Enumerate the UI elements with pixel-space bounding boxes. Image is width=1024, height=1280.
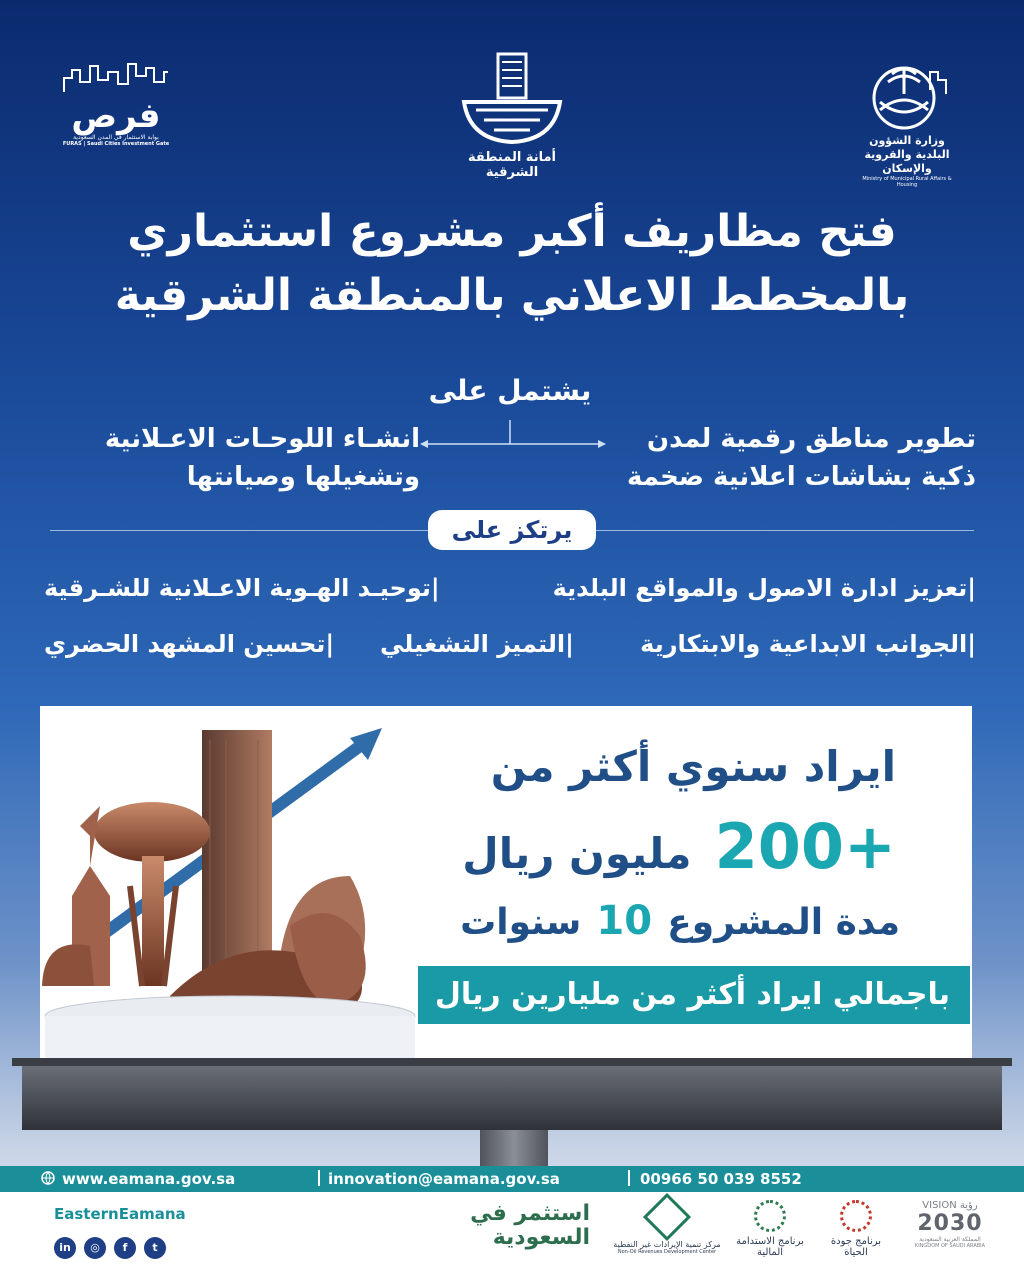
includes-label: يشتمل على bbox=[428, 374, 592, 407]
ministry-name-ar: وزارة الشؤون البلدية والقروية والإسكان bbox=[864, 134, 950, 175]
invest-line-2: السعودية bbox=[492, 1225, 590, 1250]
fiscal-sustainability-logo bbox=[732, 1200, 808, 1258]
focus-item-5: |تحسين المشهد الحضري bbox=[44, 630, 335, 658]
annual-revenue-text: ايراد سنوي أكثر من bbox=[490, 742, 896, 791]
amana-logo bbox=[450, 50, 574, 180]
website-link[interactable]: www.eamana.gov.sa bbox=[62, 1170, 236, 1188]
partner-1-en: Non-Oil Revenues Development Center bbox=[617, 1249, 717, 1255]
social-handle[interactable]: EasternEamana bbox=[54, 1205, 186, 1223]
partner-1-ar: مركز تنمية الإيرادات غير النفطية bbox=[613, 1240, 721, 1249]
vision-country-ar: المملكة العربية السعودية bbox=[919, 1236, 981, 1243]
ministry-logo bbox=[852, 50, 962, 188]
vision-country-en: KINGDOM OF SAUDI ARABIA bbox=[914, 1243, 986, 1249]
focus-item-3: |الجوانب الابداعية والابتكارية bbox=[640, 630, 976, 658]
contact-separator-1 bbox=[318, 1170, 320, 1186]
includes-right-line-1: تطوير مناطق رقمية لمدن bbox=[646, 424, 976, 454]
instagram-icon[interactable]: ◎ bbox=[84, 1237, 106, 1259]
duration-prefix: مدة المشروع bbox=[667, 902, 900, 943]
focus-item-4: |التميز التشغيلي bbox=[380, 630, 574, 658]
focus-item-1: |تعزيز ادارة الاصول والمواقع البلدية bbox=[552, 574, 976, 602]
focus-item-2: |توحيـد الهـوية الاعـلانية للشـرقية bbox=[44, 574, 440, 602]
partner-3-line-1: برنامج جودة bbox=[830, 1236, 882, 1247]
city-skyline-icon bbox=[60, 58, 172, 94]
furas-tagline-ar: بوابة الاستثمار في المدن السعودية bbox=[73, 134, 159, 141]
contact-separator-2 bbox=[628, 1170, 630, 1186]
includes-right-line-2: ذكية بشاشات اعلانية ضخمة bbox=[626, 462, 976, 492]
facebook-icon[interactable]: f bbox=[114, 1237, 136, 1259]
includes-left-text bbox=[40, 420, 420, 496]
email-link[interactable]: innovation@eamana.gov.sa bbox=[328, 1170, 560, 1188]
city-landmarks-illustration bbox=[30, 716, 420, 1066]
quality-of-life-logo bbox=[818, 1200, 894, 1258]
double-arrow-connector bbox=[418, 416, 608, 452]
furas-tagline-en: FURAS | Saudi Cities Investment Gate bbox=[62, 141, 170, 147]
furas-logo bbox=[60, 58, 172, 158]
duration-suffix: سنوات bbox=[460, 902, 582, 943]
revenue-amount: +200 bbox=[714, 810, 896, 883]
phone-number[interactable]: 00966 50 039 8552 bbox=[640, 1170, 802, 1188]
quality-emblem-icon bbox=[840, 1200, 872, 1232]
billboard-pole bbox=[480, 1130, 548, 1166]
focus-label: يرتكز على bbox=[428, 510, 596, 550]
billboard-walkway bbox=[12, 1058, 1012, 1066]
invest-saudi-logo bbox=[450, 1202, 590, 1250]
duration-row bbox=[460, 898, 900, 944]
globe-icon bbox=[40, 1170, 56, 1186]
vision-2030-logo bbox=[904, 1200, 996, 1249]
total-revenue-banner: باجمالي ايراد أكثر من مليارين ريال bbox=[418, 966, 970, 1024]
palm-swords-icon bbox=[852, 50, 962, 130]
amana-name: أمانة المنطقة الشرقية bbox=[468, 150, 556, 180]
invest-line-1: استثمر في bbox=[470, 1201, 590, 1226]
duration-value: 10 bbox=[596, 898, 653, 944]
twitter-icon[interactable]: t bbox=[144, 1237, 166, 1259]
partner-2-line-2: المالية bbox=[756, 1247, 784, 1258]
fiscal-emblem-icon bbox=[754, 1200, 786, 1232]
title-line-1: فتح مظاريف أكبر مشروع استثماري bbox=[127, 206, 897, 257]
ministry-name-en: Ministry of Municipal Rural Affairs & Housing bbox=[862, 176, 952, 188]
furas-wordmark: فرص bbox=[71, 96, 161, 136]
includes-right-text bbox=[596, 420, 976, 496]
revenue-amount-row bbox=[462, 810, 896, 883]
vision-year: 2030 bbox=[917, 1211, 983, 1236]
title-line-2: بالمخطط الاعلاني بالمنطقة الشرقية bbox=[114, 270, 910, 321]
partner-2-line-1: برنامج الاستدامة bbox=[736, 1236, 804, 1247]
non-oil-emblem-icon bbox=[643, 1193, 691, 1241]
revenue-currency: مليون ريال bbox=[462, 829, 692, 878]
includes-left-line-2: وتشغيلها وصيانتها bbox=[186, 462, 420, 492]
non-oil-revenue-logo bbox=[612, 1200, 722, 1255]
amana-emblem-icon bbox=[450, 50, 574, 146]
linkedin-icon[interactable]: in bbox=[54, 1237, 76, 1259]
vision-label: VISION رؤية bbox=[922, 1200, 978, 1211]
main-title bbox=[0, 200, 1024, 328]
includes-left-line-1: انشـاء اللوحـات الاعـلانية bbox=[104, 424, 420, 454]
partner-3-line-2: الحياة bbox=[844, 1247, 868, 1258]
billboard-base bbox=[22, 1066, 1002, 1130]
